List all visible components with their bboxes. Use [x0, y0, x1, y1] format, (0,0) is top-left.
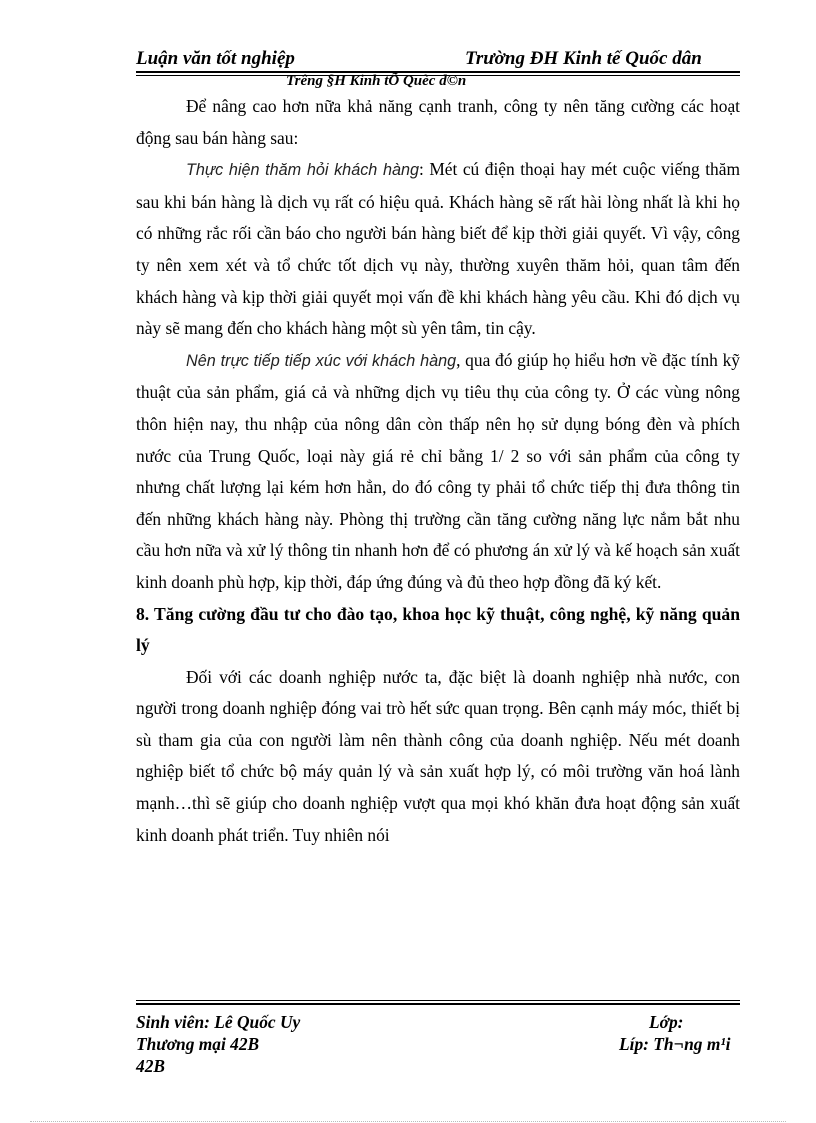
section-heading: 8. Tăng cường đầu tư cho đào tạo, khoa học kỹ thuật, công nghệ, kỹ năng quản lý [136, 603, 740, 656]
footer-class-label: Lớp: [649, 1012, 684, 1032]
paragraph-human-factor: Đối với các doanh nghiệp nước ta, đặc biệt là doanh nghiệp nhà nước, con người trong doanh nghiệp đóng vai trò hết sức quan trọng. Bên cạnh máy móc, thiết bị sù tham gia của con người làm nên thành công của doanh nghiệp. Nếu mét doanh nghiệp biết tổ chức bộ máy quản lý và sản xuất hợp lý, có môi trường văn hoá lành mạnh…thì sẽ giúp cho doanh nghiệp vượt qua mọi khó khăn đưa hoạt động sản xuất kinh doanh phát triển. Tuy nhiên nói [136, 666, 740, 845]
paragraph-lead-italic: Nên trực tiếp tiếp xúc với khách hàng [186, 351, 457, 370]
footer-student: Sinh viên: Lê Quốc Uy [136, 1012, 301, 1032]
paragraph-customer-visits [136, 154, 740, 345]
paragraph-text: : Mét cú điện thoại hay mét cuộc viếng thăm sau khi bán hàng là dịch vụ rất có hiệu quả. Khách hàng sẽ rất hài lòng nhất là khi họ có những rắc rối cần báo cho người bán hàng biết để kịp thời giải quyết. Vì vậy, công ty nên xem xét và tổ chức tốt dịch vụ này, thường xuyên thăm hỏi, quan tâm đến khách hàng và kịp thời giải quyết mọi vấn đề khi khách hàng yêu cầu. Khi đó dịch vụ này sẽ mang đến cho khách hàng một sù yên tâm, tin cậy. [136, 159, 740, 339]
footer-class-garbled: Líp: Th¬ng m¹i [619, 1034, 731, 1054]
footer-class-extra: 42B [136, 1056, 165, 1076]
paragraph-text: , qua đó giúp họ hiểu hơn về đặc tính kỹ thuật của sản phẩm, giá cả và những dịch vụ tiêu thụ của công ty. Ở các vùng nông thôn hiện nay, thu nhập của nông dân còn thấp nên họ sử dụng bóng đèn và phích nước của Trung Quốc, loại này giá rẻ chỉ bằng 1/ 2 so với sản phẩm của công ty nhưng chất lượng lại kém hơn hẳn, do đó công ty phải tổ chức tiếp thị đưa thông tin đến những khách hàng này. Phòng thị trường cần tăng cường năng lực nắm bắt nhu cầu hơn nữa và xử lý thông tin nhanh hơn để có phương án xử lý và kế hoạch sản xuất kinh doanh phù hợp, kịp thời, đáp ứng đúng và đủ theo hợp đồng đã ký kết. [136, 349, 740, 592]
footer-rule-thick [136, 1003, 740, 1005]
footer-class-value: Thương mại 42B [136, 1034, 260, 1054]
footer-rule-thin [136, 1000, 740, 1001]
document-body [136, 91, 740, 851]
page-bottom-border [30, 1121, 786, 1122]
paragraph-direct-contact [136, 345, 740, 599]
header-garbled-text: Trêng §H Kinh tÕ Quèc d©n [286, 73, 467, 89]
paragraph-lead-italic: Thực hiện thăm hỏi khách hàng [186, 161, 419, 180]
header-title-left: Luận văn tốt nghiệp [136, 48, 295, 69]
header-title-right: Trường ĐH Kinh tế Quốc dân [465, 48, 702, 69]
paragraph-intro: Để nâng cao hơn nữa khả năng cạnh tranh, công ty nên tăng cường các hoạt động sau bán hàng sau: [136, 96, 740, 148]
